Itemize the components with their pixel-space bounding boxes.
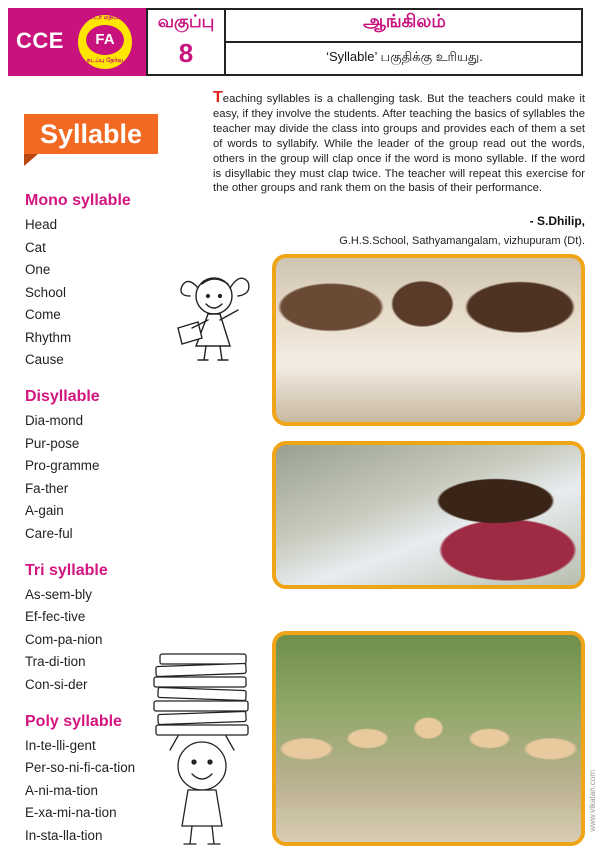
word-item: Con-si-der [25, 677, 88, 692]
word-item: Ef-fec-tive [25, 609, 86, 624]
word-item: Head [25, 217, 58, 232]
girl-writing-notebook-photo [272, 441, 585, 589]
heading-tri-syllable: Tri syllable [25, 562, 108, 579]
word-item: Come [25, 307, 61, 322]
word-item: As-sem-bly [25, 587, 92, 602]
cce-logo-text: CCE [16, 28, 64, 53]
word-item: Dia-mond [25, 413, 84, 428]
word-item: Rhythm [25, 330, 72, 345]
word-item: A-ni-ma-tion [25, 783, 98, 798]
lesson-subtitle: ‘Syllable’ பகுதிக்கு உரியது. [326, 49, 483, 64]
word-item: Pur-pose [25, 436, 80, 451]
word-item: Pro-gramme [25, 458, 100, 473]
grade-number: 8 [178, 38, 194, 68]
students-clapping-circle-photo [272, 631, 585, 846]
word-item: A-gain [25, 503, 64, 518]
syllable-tag-label: Syllable [39, 119, 143, 149]
heading-mono-syllable: Mono syllable [25, 192, 131, 209]
heading-poly-syllable: Poly syllable [25, 713, 122, 730]
word-item: Cat [25, 240, 46, 255]
intro-paragraph [213, 91, 585, 196]
fa-badge-text: FA [86, 25, 124, 55]
boy-carrying-books-doodle-icon [148, 650, 256, 848]
girl-reading-doodle-icon [168, 266, 254, 364]
word-item: E-xa-mi-na-tion [25, 805, 117, 820]
intro-text: eaching syllables is a challenging task. But the teachers could make it easy, if they involve the students. After teaching the basics of syllables the teacher may divide the class into groups and provides each of them a set of words to syllabify. While the leader of the group read out the words, others in the group will clap once if the word is mono syllable. If the word is disyllabic they must clap twice. The teacher will repeat this exercise for the other groups and rank them on the basis of their performance. [213, 93, 585, 195]
word-item: In-te-lli-gent [25, 738, 96, 753]
word-item: Com-pa-nion [25, 632, 103, 647]
word-item: Per-so-ni-fi-ca-tion [25, 760, 136, 775]
watermark: www.vikatan.com [588, 770, 597, 832]
author-name: - S.Dhilip, [529, 214, 585, 228]
drop-cap: T [213, 89, 223, 106]
heading-disyllable: Disyllable [25, 388, 100, 405]
fa-ring-text-top: தொடர் மதிப்பீடு [82, 15, 128, 21]
grade-label: வகுப்பு [157, 12, 215, 31]
author-school: G.H.S.School, Sathyamangalam, vizhupuram (Dt). [339, 235, 585, 247]
word-item: One [25, 262, 51, 277]
tag-notch [24, 154, 38, 166]
header-divider [224, 41, 583, 43]
word-item: Cause [25, 352, 64, 367]
word-item: In-sta-lla-tion [25, 828, 103, 843]
word-item: School [25, 285, 66, 300]
word-item: Tra-di-tion [25, 654, 86, 669]
word-item: Fa-ther [25, 481, 69, 496]
fa-ring-text-bottom: நடப்பு தேர்வு [86, 58, 124, 64]
subject-title: ஆங்கிலம் [363, 11, 446, 31]
students-writing-photo [272, 254, 585, 426]
word-item: Care-ful [25, 526, 73, 541]
